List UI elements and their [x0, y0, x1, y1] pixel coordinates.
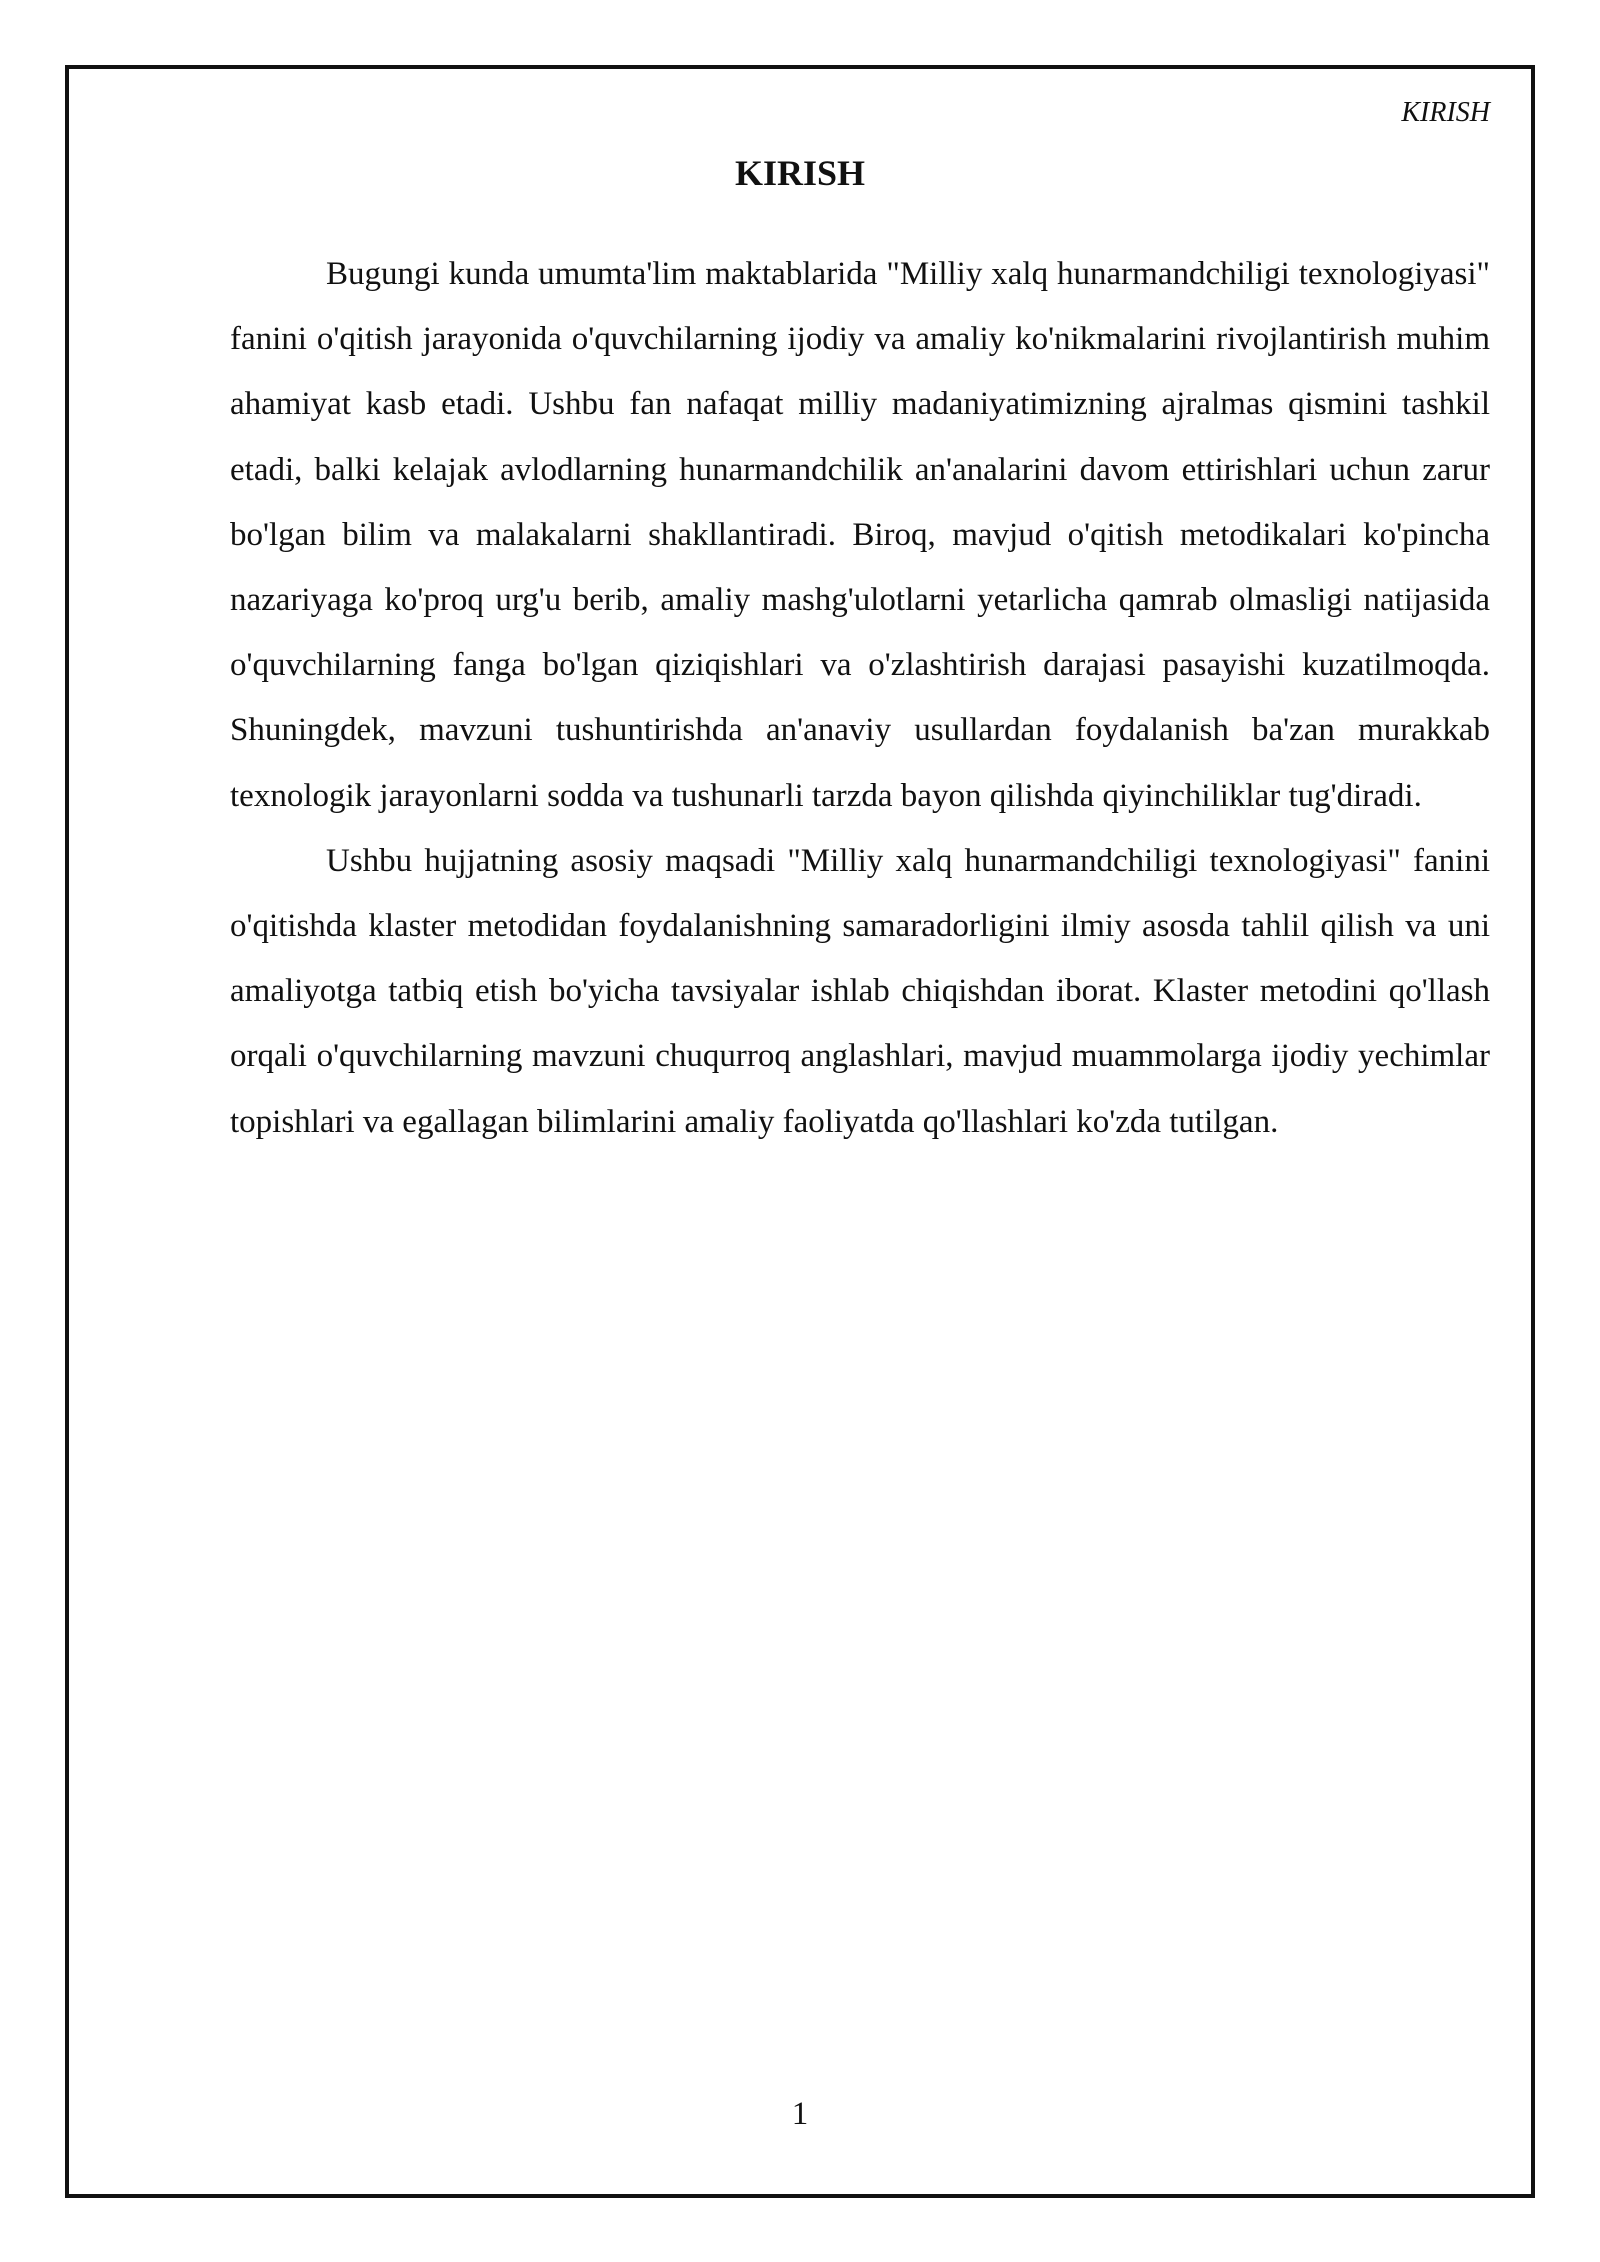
running-header: KIRISH [1401, 97, 1490, 128]
page-title: KIRISH [734, 153, 866, 193]
page-number: 1 [791, 2096, 809, 2132]
body-text [230, 242, 1490, 1155]
paragraph-1: Bugungi kunda umumta'lim maktablarida "Milliy xalq hunarmandchiligi texnologiyasi" fanini o'qitish jarayonida o'quvchilarning ijodiy va amaliy ko'nikmalarini rivojlantirish muhim ahamiyat kasb etadi. Ushbu fan nafaqat milliy madaniyatimizning ajralmas qismini tashkil etadi, balki kelajak avlodlarning hunarmandchilik an'analarini davom ettirishlari uchun zarur bo'lgan bilim va malakalarni shakllantiradi. Biroq, mavjud o'qitish metodikalari ko'pincha nazariyaga ko'proq urg'u berib, amaliy mashg'ulotlarni yetarlicha qamrab olmasligi natijasida o'quvchilarning fanga bo'lgan qiziqishlari va o'zlashtirish darajasi pasayishi kuzatilmoqda. Shuningdek, mavzuni tushuntirishda an'anaviy usullardan foydalanish ba'zan murakkab texnologik jarayonlarni sodda va tushunarli tarzda bayon qilishda qiyinchiliklar tug'diradi. [230, 256, 1490, 814]
paragraph-2: Ushbu hujjatning asosiy maqsadi "Milliy xalq hunarmandchiligi texnologiyasi" fanini o'qitishda klaster metodidan foydalanishning samaradorligini ilmiy asosda tahlil qilish va uni amaliyotga tatbiq etish bo'yicha tavsiyalar ishlab chiqishdan iborat. Klaster metodini qo'llash orqali o'quvchilarning mavzuni chuqurroq anglashlari, mavjud muammolarga ijodiy yechimlar topishlari va egallagan bilimlarini amaliy faoliyatda qo'llashlari ko'zda tutilgan. [230, 842, 1490, 1140]
